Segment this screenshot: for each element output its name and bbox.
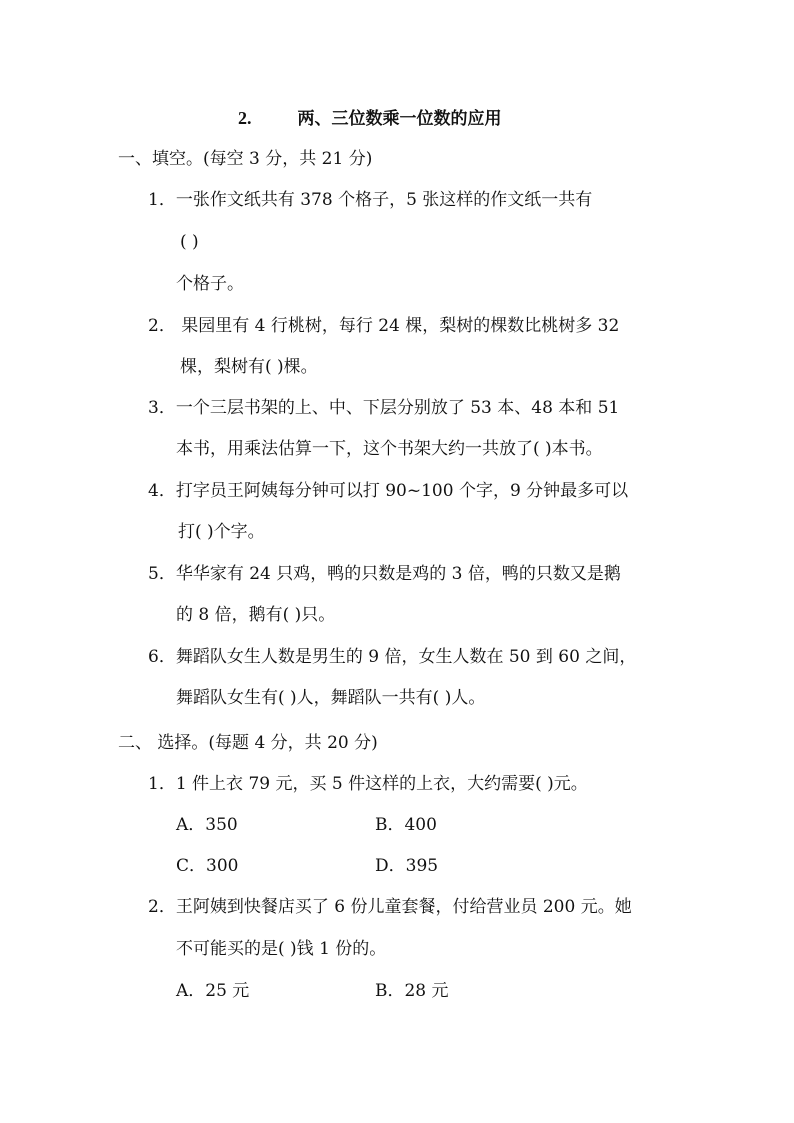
s1-q2-line1: 2． 果园里有 4 行桃树，每行 24 棵，梨树的棵数比桃树多 32: [148, 316, 620, 336]
s1-q6-line1: 6．舞蹈队女生人数是男生的 9 倍，女生人数在 50 到 60 之间，: [148, 647, 637, 667]
title-number: 2.: [238, 108, 252, 128]
s1-q1-line1: 1．一张作文纸共有 378 个格子，5 张这样的作文纸一共有: [148, 190, 593, 210]
section1-heading: 一、填空。(每空 3 分，共 21 分): [118, 149, 373, 169]
s1-q2-line2: 棵，梨树有( )棵。: [180, 357, 318, 377]
s1-q4-line1: 4．打字员王阿姨每分钟可以打 90~100 个字，9 分钟最多可以: [148, 481, 629, 501]
s2-q1-option-d: D．395: [375, 856, 439, 876]
s1-q6-line2: 舞蹈队女生有( )人，舞蹈队一共有( )人。: [176, 688, 486, 708]
s1-q3-line2: 本书，用乘法估算一下，这个书架大约一共放了( )本书。: [176, 439, 603, 459]
s1-q1-line3: 个格子。: [176, 274, 244, 294]
s1-q5-line2: 的 8 倍，鹅有( )只。: [176, 605, 336, 625]
s2-q1-option-c: C．300: [176, 856, 239, 876]
s2-q2-line1: 2．王阿姨到快餐店买了 6 份儿童套餐，付给营业员 200 元。她: [148, 897, 632, 917]
s1-q3-line1: 3．一个三层书架的上、中、下层分别放了 53 本、48 本和 51: [148, 398, 620, 418]
title-text: 两、三位数乘一位数的应用: [297, 109, 502, 129]
section2-heading: 二、 选择。(每题 4 分，共 20 分): [118, 733, 378, 753]
s2-q1-option-a: A．350: [176, 815, 238, 835]
s1-q5-line1: 5．华华家有 24 只鸡，鸭的只数是鸡的 3 倍，鸭的只数又是鹅: [148, 564, 621, 584]
s2-q2-option-b: B．28 元: [375, 981, 449, 1001]
s2-q1-option-b: B．400: [375, 815, 437, 835]
page-title: [238, 109, 502, 128]
s2-q2-line2: 不可能买的是( )钱 1 份的。: [176, 939, 387, 959]
s1-q4-line2: 打( )个字。: [178, 522, 265, 542]
s2-q1-stem: 1．1 件上衣 79 元，买 5 件这样的上衣，大约需要( )元。: [148, 774, 588, 794]
s1-q1-answer-blank: ( ): [180, 232, 199, 252]
s2-q2-option-a: A．25 元: [176, 981, 250, 1001]
